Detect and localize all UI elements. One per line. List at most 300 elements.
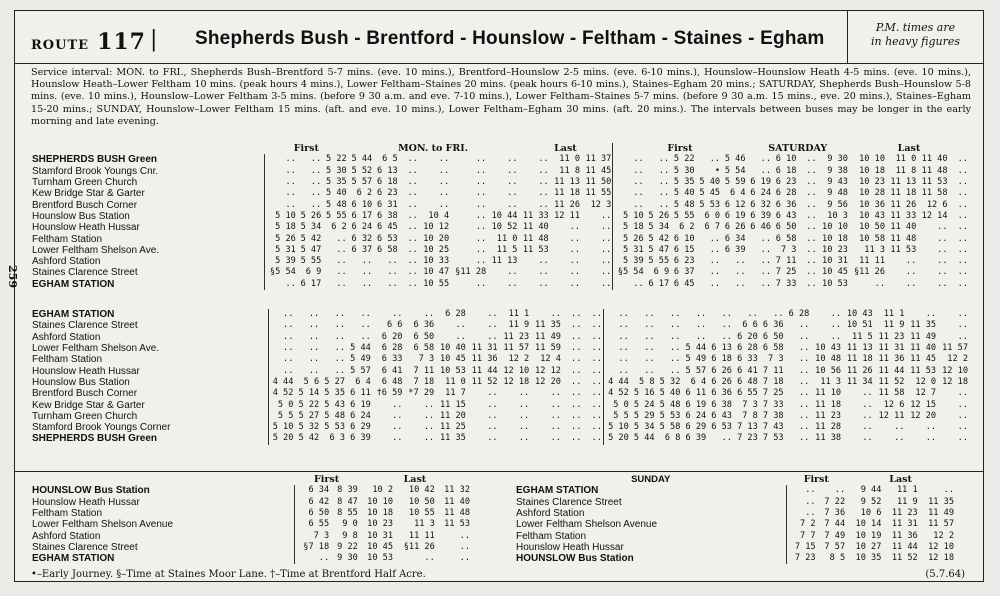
time-cell: 5 5 — [603, 411, 629, 422]
time-cell: 11 28 — [815, 422, 842, 433]
time-cell: 11 20 — [439, 410, 466, 421]
time-cell: 11 38 — [815, 433, 842, 444]
time-cell: .. — [475, 256, 487, 267]
time-cell: .. — [336, 256, 347, 267]
time-cell: .. — [760, 244, 771, 255]
time-cell: .. — [268, 332, 294, 343]
time-cell: 5 46 — [724, 154, 746, 165]
time-cell: 7 53 — [762, 433, 784, 444]
time-cell: 12 7 — [915, 388, 937, 399]
time-cell: .. — [830, 331, 842, 342]
header-spacer — [31, 474, 294, 485]
time-cell: .. — [310, 199, 322, 210]
time-cell: 10 4 — [428, 210, 450, 221]
time-cell: 5 55 — [300, 256, 322, 267]
time-cell: .. — [874, 278, 885, 289]
time-cell: §11 28 — [455, 267, 487, 278]
time-cell: .. — [957, 422, 968, 433]
time-cell: 5 40 — [326, 188, 347, 199]
time-cell: 11 53 — [910, 365, 937, 376]
time-cell: .. — [894, 422, 905, 433]
time-cell: .. — [603, 343, 629, 354]
time-cell: 6 50 — [762, 331, 784, 342]
table-row — [31, 508, 471, 519]
time-cell: .. — [806, 278, 817, 289]
header-first: First — [293, 143, 319, 155]
time-cell: .. — [937, 222, 948, 233]
time-cell: 5 57 — [350, 365, 371, 376]
time-cell: 10 43 — [859, 210, 885, 221]
time-cell: 11 18 — [815, 399, 842, 410]
time-cell: 7 57 — [824, 541, 846, 552]
time-cell: .. — [538, 154, 549, 165]
time-cell: .. — [518, 422, 530, 433]
time-cell: .. — [361, 278, 373, 289]
time-cell: .. — [709, 278, 721, 289]
stop-name: Ashford Station — [32, 530, 101, 542]
time-cell: 6 29 — [350, 422, 371, 433]
time-cell: .. — [670, 331, 681, 342]
table-row — [31, 279, 969, 290]
time-cell: 5 10 — [265, 211, 297, 222]
time-cell: .. — [709, 154, 721, 165]
time-cell: 11 8 — [895, 165, 917, 176]
stop-name: Lower Feltham Shelson Avenue — [516, 519, 658, 531]
time-cell: 5 49 — [350, 354, 371, 365]
time-cell: 11 34 — [846, 376, 873, 387]
time-cell: .. — [806, 267, 817, 278]
time-cell: 11 18 — [890, 188, 917, 199]
time-cell: 10 31 — [822, 256, 848, 267]
time-cell: .. — [613, 154, 645, 165]
time-cell: .. — [709, 256, 721, 267]
time-cell: 10 50 — [859, 222, 885, 233]
time-cell: §5 54 — [613, 267, 645, 278]
time-cell: .. — [569, 256, 580, 267]
time-cell: .. — [407, 244, 418, 255]
stop-name: Hounslow Heath Hussar — [32, 365, 140, 377]
time-cell: 5 55 — [648, 256, 670, 267]
time-cell: .. — [475, 222, 487, 233]
time-cell: 10 25 — [423, 244, 450, 255]
time-cell: 7 18 — [413, 376, 435, 387]
table-row — [31, 154, 969, 165]
time-cell: .. — [957, 256, 968, 267]
time-cell: .. — [862, 399, 873, 410]
route-label: ROUTE 117 — [31, 29, 146, 55]
time-cell: 5 49 — [685, 354, 707, 365]
time-cell: *7 29 — [408, 388, 435, 399]
time-cell: .. — [308, 309, 320, 320]
time-cell: 11 18 — [846, 354, 873, 365]
time-cell: 6 42 — [294, 497, 330, 508]
stop-name: EGHAM STATION — [32, 309, 115, 321]
time-cell: 7 11 — [413, 365, 435, 376]
time-cell: 11 48 — [921, 165, 948, 176]
time-cell: 11 10 — [815, 388, 842, 399]
time-cell: 6 18 — [775, 165, 797, 176]
time-cell: .. — [423, 399, 435, 410]
time-cell: .. — [475, 165, 487, 176]
time-cell: 6 19 — [750, 177, 771, 188]
header-first: First — [803, 474, 829, 486]
time-cell: 5 59 — [724, 177, 746, 188]
time-cell: 6 36 — [762, 320, 784, 331]
table-row — [31, 542, 471, 553]
time-cell: 10 35 — [855, 553, 882, 564]
time-cell: .. — [423, 422, 435, 433]
time-cell: 6 11 — [685, 388, 707, 399]
time-cell: .. — [600, 256, 612, 267]
time-cell: .. — [268, 320, 294, 331]
time-cell: 6 34 — [294, 485, 330, 496]
time-cell: 7 13 — [737, 422, 758, 433]
stop-name: Turnham Green Church — [32, 177, 138, 189]
time-cell: 6 17 — [351, 210, 373, 221]
time-cell: 11 15 — [439, 399, 466, 410]
table-row — [31, 365, 969, 376]
time-cell: 11 35 — [910, 320, 937, 331]
time-cell: .. — [799, 410, 810, 421]
time-cell: .. — [613, 199, 645, 210]
time-cell: .. — [407, 233, 418, 244]
time-cell: .. — [334, 343, 345, 354]
time-cell: 11 36 — [891, 530, 918, 541]
time-cell: .. — [799, 388, 810, 399]
table-row — [31, 530, 471, 541]
time-cell: 6 13 — [711, 343, 732, 354]
time-cell: .. — [957, 199, 968, 210]
time-cell: .. — [957, 331, 968, 342]
time-cell: 11 7 — [445, 388, 466, 399]
time-cell: 11 0 — [496, 233, 518, 244]
stop-name: Stamford Brook Youngs Corner — [32, 422, 171, 434]
time-cell: 5 58 — [659, 422, 681, 433]
time-cell: 8 5 — [829, 553, 846, 564]
time-cell: 7 22 — [824, 496, 846, 507]
time-cell: .. — [550, 422, 561, 433]
time-cell: 12 15 — [910, 399, 937, 410]
time-cell: .. — [538, 165, 549, 176]
time-cell: 11 40 — [890, 222, 917, 233]
timetable-page — [14, 10, 984, 582]
time-cell: .. — [334, 365, 345, 376]
time-cell: 5 48 — [326, 199, 347, 210]
time-cell: .. — [591, 354, 602, 365]
table-row — [31, 388, 969, 399]
time-cell: .. — [658, 177, 670, 188]
time-cell: .. — [957, 244, 968, 255]
time-cell: .. — [957, 399, 968, 410]
stop-name: Staines Clarence Street — [32, 267, 138, 279]
time-cell: 11 48 — [444, 508, 470, 519]
time-cell: 5 45 — [699, 188, 721, 199]
time-cell: 11 44 — [878, 365, 905, 376]
time-cell: .. — [407, 222, 418, 233]
time-cell: 6 58 — [775, 233, 797, 244]
stop-name: Hounslow Heath Hussar — [32, 222, 140, 234]
time-cell: 6 10 — [775, 154, 797, 165]
time-cell: .. — [487, 320, 498, 331]
time-cell: .. — [571, 354, 582, 365]
table-row — [31, 245, 969, 256]
time-cell: 6 0 — [704, 210, 721, 221]
time-cell: 10 53 — [822, 278, 848, 289]
table-row — [31, 433, 969, 444]
time-cell: .. — [571, 343, 582, 354]
time-cell: .. — [423, 410, 435, 421]
time-cell: 11 9 — [508, 320, 530, 331]
time-cell: .. — [571, 365, 582, 376]
time-cell: §11 26 — [853, 267, 885, 278]
header-first: First — [314, 474, 340, 486]
time-cell: .. — [806, 165, 817, 176]
time-cell: 11 13 — [491, 256, 518, 267]
time-cell: .. — [806, 177, 817, 188]
time-cell: 5 47 — [648, 244, 670, 255]
time-cell: 10 12 — [423, 222, 450, 233]
time-cell: 6 28 — [737, 343, 758, 354]
table-row — [31, 199, 969, 210]
time-cell: .. — [487, 388, 498, 399]
time-cell: .. — [265, 166, 297, 177]
time-cell: §7 18 — [294, 542, 330, 553]
time-cell: .. — [806, 256, 817, 267]
time-cell: .. — [268, 343, 294, 354]
table-row — [515, 530, 955, 541]
time-cell: .. — [265, 177, 297, 188]
time-cell: 10 10 — [822, 222, 848, 233]
time-cell: 10 55 — [423, 278, 450, 289]
time-cell: 7 25 — [762, 388, 784, 399]
table-row — [31, 188, 969, 199]
time-cell: .. — [600, 267, 612, 278]
time-cell: 7 3 — [294, 530, 330, 541]
stop-name: Turnham Green Church — [32, 410, 138, 422]
time-cell: 11 1 — [896, 485, 918, 496]
time-cell: .. — [569, 233, 580, 244]
time-cell: 5 0 — [268, 399, 294, 410]
table-row — [31, 497, 471, 508]
time-cell: 11 53 — [890, 244, 917, 255]
time-cell: .. — [424, 553, 435, 564]
time-cell: 6 24 — [351, 222, 373, 233]
time-cell: 6 53 — [711, 422, 732, 433]
time-cell: .. — [310, 154, 322, 165]
time-cell: .. — [905, 256, 917, 267]
time-cell: .. — [569, 267, 580, 278]
time-cell: 11 3 — [414, 519, 435, 530]
time-cell: 6 41 — [737, 365, 758, 376]
time-cell: .. — [336, 267, 347, 278]
time-cell: 4 52 — [268, 388, 294, 399]
time-cell: .. — [550, 309, 561, 320]
time-cell: 6 38 — [711, 399, 732, 410]
time-cell: 8 47 — [337, 496, 358, 507]
footnote: •–Early Journey. §–Time at Staines Moor Lane. †–Time at Brentford Half Acre. — [31, 569, 426, 580]
time-cell: 11 0 — [895, 154, 917, 165]
time-cell: .. — [308, 320, 320, 331]
time-cell: .. — [438, 199, 450, 210]
time-cell: 11 33 — [890, 210, 917, 221]
time-cell: 6 50 — [775, 222, 797, 233]
stop-name: Hounslow Heath Hussar — [32, 496, 140, 508]
time-cell: 5 47 — [300, 244, 322, 255]
table-row — [515, 553, 955, 564]
time-cell: 5 48 — [673, 199, 695, 210]
time-cell: .. — [518, 399, 530, 410]
time-cell: 5 20 — [268, 433, 294, 444]
time-cell: 12 14 — [921, 210, 948, 221]
table-row — [31, 267, 969, 278]
time-cell: .. — [475, 154, 487, 165]
time-cell: .. — [937, 233, 948, 244]
time-cell: 6 4 — [730, 188, 746, 199]
time-cell: 5 34 — [648, 222, 670, 233]
time-cell: 6 11 — [350, 388, 371, 399]
time-cell: 5 26 — [648, 210, 670, 221]
time-cell: 12 4 — [540, 354, 561, 365]
time-cell: 12 20 — [535, 376, 561, 387]
time-cell: 5 40 — [659, 388, 681, 399]
time-cell: 5 22 — [673, 154, 695, 165]
time-cell: 6 4 — [690, 376, 707, 387]
time-cell: 5 57 — [351, 177, 373, 188]
time-cell: 11 23 — [878, 331, 905, 342]
time-cell: 6 19 — [685, 399, 707, 410]
time-cell: .. — [957, 388, 968, 399]
time-cell: 10 55 — [408, 508, 435, 519]
time-cell: .. — [670, 309, 681, 320]
time-cell: 7 15 — [786, 542, 816, 553]
time-cell: .. — [658, 165, 670, 176]
time-cell: 6 45 — [673, 278, 695, 289]
time-cell: 10 3 — [827, 210, 848, 221]
time-cell: 11 36 — [878, 354, 905, 365]
time-cell: 12 3 — [590, 199, 612, 210]
time-cell: 11 58 — [921, 188, 948, 199]
time-cell: 7 3 — [418, 354, 435, 365]
time-cell: 5 42 — [298, 433, 320, 444]
time-cell: 5 10 — [603, 422, 629, 433]
time-cell: .. — [550, 410, 561, 421]
time-cell: 9 8 — [342, 530, 358, 541]
time-cell: 10 19 — [855, 530, 882, 541]
time-cell: 6 2 — [679, 222, 695, 233]
time-cell: .. — [387, 267, 398, 278]
time-cell: 11 52 — [891, 553, 918, 564]
time-cell: .. — [709, 233, 721, 244]
time-cell: .. — [894, 433, 905, 444]
time-cell: 11 18 — [554, 188, 580, 199]
time-cell: 5 30 — [326, 165, 347, 176]
time-cell: .. — [799, 365, 810, 376]
sunday-outbound-table — [31, 474, 471, 564]
time-cell: 7 18 — [762, 376, 784, 387]
time-cell: 11 9 — [896, 496, 918, 507]
time-cell: .. — [695, 309, 707, 320]
time-cell: .. — [507, 199, 518, 210]
time-cell: 6 28 — [445, 309, 466, 320]
table-row — [31, 354, 969, 365]
time-cell: .. — [268, 309, 294, 320]
time-cell: 10 43 — [815, 343, 842, 354]
time-cell: 10 45 — [367, 541, 394, 552]
time-cell: .. — [925, 309, 937, 320]
header-sat-first: First — [613, 143, 747, 154]
time-cell: 10 53 — [439, 365, 466, 376]
time-cell: .. — [613, 177, 645, 188]
time-cell: 5 5 — [268, 411, 294, 422]
time-cell: .. — [806, 154, 817, 165]
time-cell: 9 44 — [860, 485, 882, 496]
time-cell: .. — [310, 165, 322, 176]
time-cell: .. — [925, 422, 937, 433]
time-cell: .. — [957, 320, 968, 331]
time-cell: .. — [392, 399, 403, 410]
time-cell: 6 32 — [351, 233, 373, 244]
table-row — [31, 332, 969, 343]
table-row — [31, 222, 969, 233]
time-cell: .. — [392, 309, 403, 320]
time-cell: .. — [407, 278, 418, 289]
table-row — [31, 177, 969, 188]
time-cell: 5 27 — [298, 410, 320, 421]
time-cell: 6 39 — [685, 433, 707, 444]
time-cell: 11 40 — [910, 343, 937, 354]
time-cell: .. — [591, 388, 602, 399]
time-cell: .. — [905, 278, 917, 289]
time-cell: .. — [613, 166, 645, 177]
time-cell: .. — [591, 320, 602, 331]
header-divider: | — [150, 27, 158, 52]
time-cell: 7 23 — [786, 553, 816, 564]
time-cell: 6 18 — [711, 354, 732, 365]
time-cell: 7 44 — [824, 519, 846, 530]
time-cell: 6 19 — [350, 399, 371, 410]
timetable-header — [15, 11, 983, 64]
time-cell: .. — [957, 177, 968, 188]
time-cell: 6 3 — [329, 433, 345, 444]
table-row — [31, 422, 969, 433]
page-number: 259 — [5, 265, 19, 288]
time-cell: 6 48 — [737, 376, 758, 387]
time-cell: .. — [459, 530, 470, 541]
time-cell: .. — [830, 309, 842, 320]
time-cell: .. — [600, 244, 612, 255]
stop-name: Hounslow Heath Hussar — [516, 541, 624, 553]
time-cell: .. — [507, 165, 518, 176]
time-cell: 11 31 — [878, 343, 905, 354]
time-cell: 11 5 — [852, 331, 873, 342]
time-cell: .. — [721, 433, 732, 444]
time-cell: .. — [518, 388, 530, 399]
time-cell: .. — [407, 199, 418, 210]
time-cell: 10 18 — [367, 508, 394, 519]
time-cell: 11 3 — [820, 376, 842, 387]
time-cell: .. — [475, 177, 487, 188]
time-cell: .. — [571, 433, 582, 444]
time-cell: 12 20 — [910, 410, 937, 421]
time-cell: 5 53 — [659, 410, 681, 421]
time-cell: 6 50 — [294, 508, 330, 519]
time-cell: .. — [760, 154, 771, 165]
time-cell: 6 28 — [788, 309, 810, 320]
time-cell: 6 55 — [294, 519, 330, 530]
time-cell: .. — [308, 365, 320, 376]
time-cell: 6 38 — [376, 210, 398, 221]
time-cell: .. — [644, 343, 655, 354]
